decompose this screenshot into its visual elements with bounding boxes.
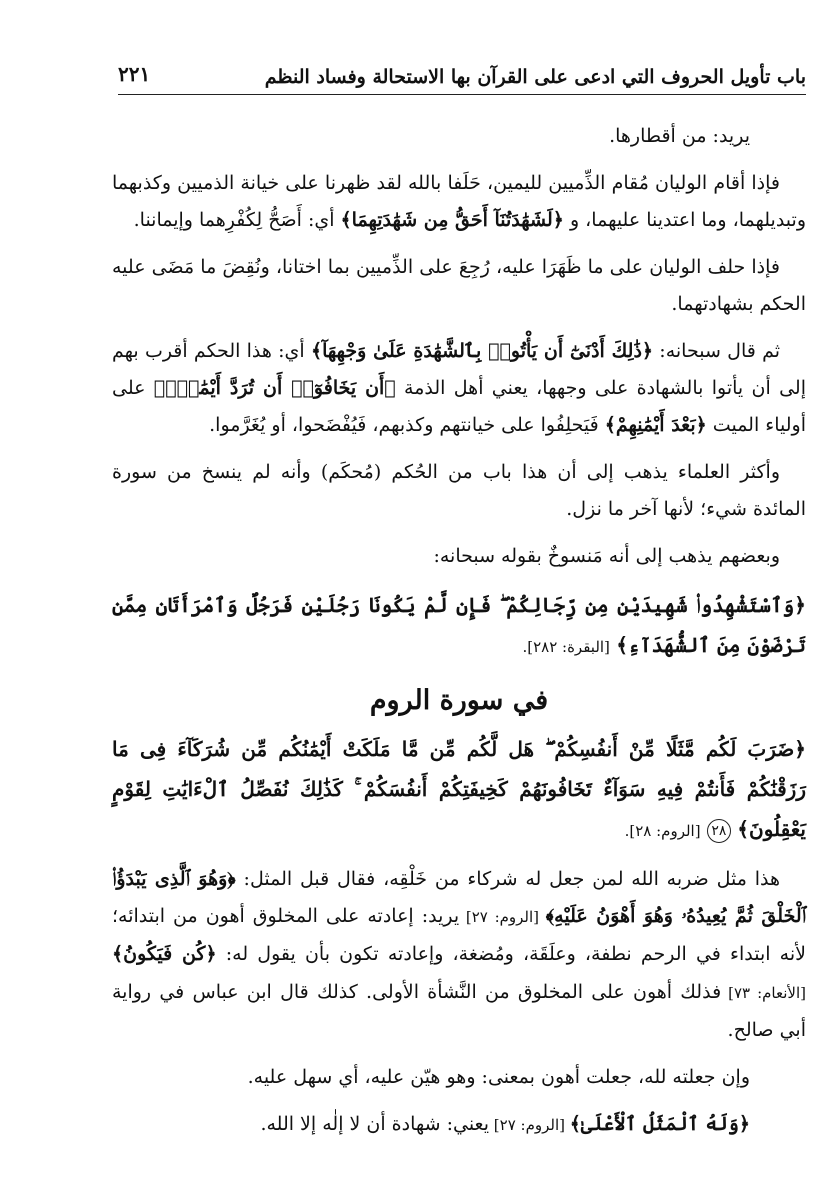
quran-quote: ﴿بَعْدَ أَيْمَٰنِهِمْ﴾ [604, 414, 707, 436]
paragraph-text: وأكثر العلماء يذهب إلى أن هذا باب من الحُكم (مُحكَم) وأنه لم ينسخ من سورة المائدة شيء؛ لأنها آخر ما نزل. [112, 461, 806, 520]
paragraph [112, 165, 806, 239]
quran-quote: ﴿أَن يَخَافُوٓا۟ أَن تُرَدَّ أَيْمَٰنٌۢ﴾ [153, 377, 396, 399]
paragraph [112, 1106, 806, 1144]
paragraph-text: أي: أَصَحُّ لِكُفْرِهما وإيماننا. [133, 209, 341, 231]
paragraph-text: وبعضهم يذهب إلى أنه مَنسوخٌ بقوله سبحانه: [433, 545, 780, 567]
paragraph-text: يعني: شهادة أن لا إلٰه إلا الله. [260, 1113, 490, 1135]
paragraph-text: فَيَحلِفُوا على خيانتهم وكذبهم، فَيُفْضَحوا، أو يُغَرَّموا. [209, 414, 605, 436]
verse-reference: [الأنعام: ٧٣] [721, 984, 806, 1002]
paragraph [112, 249, 806, 323]
paragraph [112, 454, 806, 528]
paragraph [112, 118, 806, 155]
section-heading: في سورة الروم [369, 685, 549, 716]
quran-quote: ﴿وَهُوَ ٱلَّذِى يَبْدَؤُا۟ ٱلْخَلْقَ ثُمَّ يُعِيدُهُۥ وَهُوَ أَهْوَنُ عَلَيْهِ﴾ [112, 868, 806, 927]
running-header [118, 58, 806, 94]
paragraph-text: فذلك أهون على المخلوق من النَّشأة الأولى. كذلك قال ابن عباس في رواية أبي صالح. [112, 981, 806, 1041]
paragraph [112, 538, 806, 575]
paragraph-text: ثم قال سبحانه: [653, 340, 780, 362]
verse-reference: [البقرة: ٢٨٢]. [522, 638, 610, 656]
paragraph-text: يريد: من أقطارها. [609, 125, 750, 147]
verse-reference: [الروم: ٢٨]. [624, 822, 701, 840]
quran-quote: ﴿ذَٰلِكَ أَدْنَىٰٓ أَن يَأْتُوا۟ بِٱلشَّهَٰدَةِ عَلَىٰ وَجْهِهَآ﴾ [310, 340, 654, 362]
paragraph-text: على أولياء الميت [112, 377, 806, 436]
paragraph-text: يريد: إعادته على المخلوق أهون من ابتدائه؛ لأنه ابتداء في الرحم نطفة، وعلَقَة، ومُضغة، وإعادته تكون بأن يقول له: [112, 905, 806, 965]
paragraph [112, 1059, 806, 1096]
verse-block [112, 729, 806, 851]
paragraph-text: هذا مثل ضربه الله لمن جعل له شركاء من خَلْقِه، فقال قبل المثل: [235, 868, 780, 890]
paragraph [112, 333, 806, 444]
quran-verse: ﴿وَٱسْتَشْهِدُوا۟ شَهِيدَيْنِ مِن رِّجَالِكُمْ ۖ فَإِن لَّمْ يَكُونَا رَجُلَيْنِ فَرَجُلٌ وَٱمْرَأَتَانِ مِمَّن تَرْضَوْنَ مِنَ ٱلشُّهَدَآءِ﴾ [112, 593, 806, 657]
paragraph-text: فإذا أقام الوليان مُقام الذِّميين لليمين، حَلَفا بالله لقد ظهرنا على خيانة الذميين وكذبهما وتبديلهما، وما اعتدينا عليهما، و [112, 172, 806, 231]
verse-block [112, 585, 806, 667]
paragraph [112, 861, 806, 1049]
header-divider [118, 94, 806, 95]
paragraph-text: أي: هذا الحكم أقرب بهم إلى أن يأتوا بالشهادة على وجهها، يعني أهل الذمة [112, 340, 806, 399]
quran-quote: ﴿لَشَهَٰدَتُنَآ أَحَقُّ مِن شَهَٰدَتِهِمَا﴾ [340, 209, 564, 231]
paragraph-text: فإذا حلف الوليان على ما ظَهَرَا عليه، رُجِعَ على الذِّميين بما اختانا، ونُقِضَ ما مَضَى عليه الحكم بشهادتهما. [112, 256, 806, 315]
quran-quote: ﴿وَلَهُ ٱلْمَثَلُ ٱلْأَعْلَىٰ﴾ [569, 1113, 750, 1135]
quran-verse: ﴿ضَرَبَ لَكُم مَّثَلًا مِّنْ أَنفُسِكُمْ ۖ هَل لَّكُم مِّن مَّا مَلَكَتْ أَيْمَٰنُكُم مِّن شُرَكَآءَ فِى مَا رَزَقْنَٰكُمْ فَأَنتُمْ فِيهِ سَوَآءٌ تَخَافُونَهُمْ كَخِيفَتِكُمْ أَنفُسَكُمْ ۚ كَذَٰلِكَ نُفَصِّلُ ٱلْءَايَٰتِ لِقَوْمٍ يَعْقِلُونَ﴾ [112, 737, 806, 841]
page-body [112, 118, 806, 1154]
header-title: باب تأويل الحروف التي ادعى على القرآن بها الاستحالة وفساد النظم [264, 66, 806, 88]
ayah-number-marker: ٢٨ [707, 819, 731, 843]
page-number: ٢٢١ [118, 62, 151, 86]
paragraph-text: وإن جعلته لله، جعلت أهون بمعنى: وهو هيّن عليه، أي سهل عليه. [247, 1066, 750, 1088]
quran-quote: ﴿كُن فَيَكُونُ﴾ [112, 943, 217, 965]
verse-reference: [الروم: ٢٧] [489, 1116, 570, 1134]
verse-reference: [الروم: ٢٧] [459, 908, 546, 926]
